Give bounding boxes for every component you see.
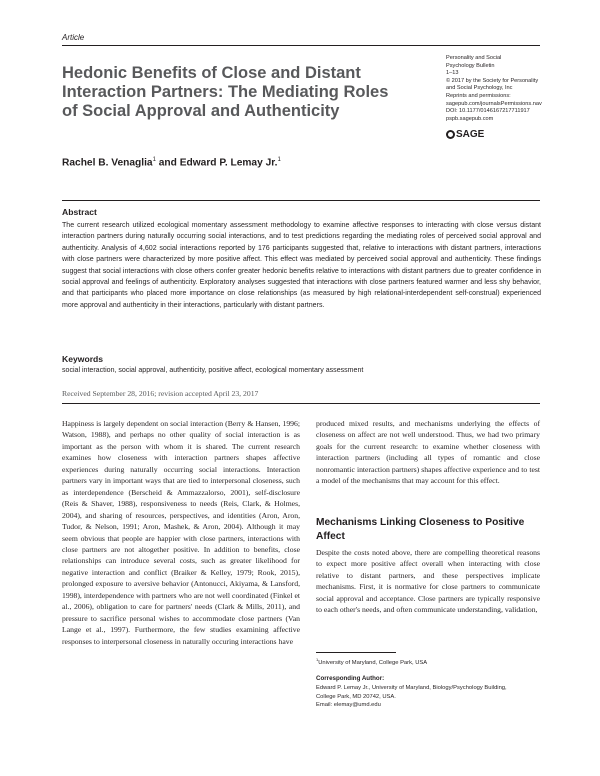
author-name: Edward P. Lemay Jr. <box>179 157 278 169</box>
affiliation-footnote <box>316 657 427 666</box>
author-name: Rachel B. Venaglia <box>62 157 153 169</box>
author-connector: and <box>155 157 180 169</box>
header-rule <box>62 45 540 46</box>
corresponding-author-line: College Park, MD 20742, USA. <box>316 693 396 700</box>
journal-info-line: sagepub.com/journalsPermissions.nav <box>446 100 542 107</box>
corresponding-author-details <box>316 684 507 710</box>
affiliation-text: University of Maryland, College Park, USA <box>318 659 428 666</box>
journal-info-line: 1–13 <box>446 70 459 77</box>
sage-logo-text: SAGE <box>456 129 485 140</box>
keywords-text: social interaction, social approval, authenticity, positive affect, ecological momentary assessment <box>62 367 364 374</box>
journal-info-line: DOI: 10.1177/0146167217711917 <box>446 108 530 115</box>
abstract-rule <box>62 200 540 201</box>
journal-info-line: pspb.sagepub.com <box>446 115 494 122</box>
body-right-column-bottom: Despite the costs noted above, there are compelling theoretical reasons to expect more positive affect overall when interacting with close relative to distant partners, and these perspectives implicate mechanisms. First, it is normative for close partners to communicate social approval and acceptance. Close partners are typically responsive to each other's needs, and often communicate understanding, validation, <box>316 548 540 615</box>
body-left-column: Happiness is largely dependent on social interaction (Berry & Hansen, 1996; Watson, 1988), and perhaps no other quality of social interaction is as important as the person with whom it is shared. The current research examines how closeness with interaction partners shapes affective experiences during naturally occurring social interactions. Interaction partners vary in important ways that are tied to interpersonal closeness, such as interdependence (Berscheid & Ammazzalorso, 2001), self-disclosure (Reis & Shaver, 1988), responsiveness to needs (Reis, Clark, & Holmes, 2004), and sharing of resources, perspectives, and identities (Aron, Aron, Tudor, & Nelson, 1991; Aron, Mashek, & Aron, 2004). Although it may seem obvious that people are happier with close partners, interactions with close partners are not altogether positive. In addition to benefits, close relationships can introduce several costs, such as greater likelihood for negative interaction and conflict (Braiker & Kelley, 1979; Rook, 2015), prolonged exposure to aversive behavior (Antonucci, Akiyama, & Lansford, 1998), interdependence with partners who are not well coordinated (Finkel et al., 2006), obligation to care for partners' needs (Clark & Mills, 2011), and pressure to sacrifice personal wishes to accommodate close partners (Van Lange et al., 1997). Furthermore, the few studies examining affective responses to interpersonal closeness in naturally occuring interactions have <box>62 419 300 646</box>
author-affiliation-mark: 1 <box>277 157 281 163</box>
keywords-heading: Keywords <box>62 354 104 364</box>
journal-info-line: Psychology Bulletin <box>446 62 495 69</box>
paper-title: Hedonic Benefits of Close and Distant Interaction Partners: The Mediating Roles of Social Approval and Authenticity <box>62 64 389 120</box>
footnote-rule <box>316 652 396 653</box>
received-date: Received September 28, 2016; revision accepted April 23, 2017 <box>62 389 259 398</box>
corresponding-author-line: Edward P. Lemay Jr., University of Maryland, Biology/Psychology Building, <box>316 685 507 691</box>
journal-info-line: Reprints and permissions: <box>446 92 511 99</box>
sage-logo <box>446 129 484 140</box>
article-type-label: Article <box>62 33 85 42</box>
journal-info-line: Personality and Social <box>446 55 502 61</box>
journal-info-line: and Social Psychology, Inc <box>446 85 513 92</box>
corresponding-author-email: Email: elemay@umd.edu <box>316 702 381 709</box>
journal-info-line: © 2017 by the Society for Personality <box>446 77 539 84</box>
body-right-column-top: produced mixed results, and mechanisms underlying the effects of closeness on affect are not well understood. Thus, we had two primary goals for the current research: to examine whether closeness with interaction partners (including all types of romantic and close nonromantic interaction partners) shapes affective experience and to test a model of the mechanisms that may account for this effect. <box>316 419 540 486</box>
journal-info <box>446 55 556 123</box>
author-list <box>62 157 281 168</box>
abstract-text: The current research utilized ecological momentary assessment methodology to examine affective responses to interacting with close versus distant interaction partners during naturally occurring social interactions, and to test predictions regarding the mediating roles of perceived social approval and authenticity. Analysis of 4,602 social interactions reported by 176 participants suggested that, relative to interactions with distant partners, interactions with close partners were characterized by more positive affect. This effect was mediated by perceived social approval and authenticity. These findings suggest that social interactions with close others confer greater hedonic benefits relative to interactions with distant partners due to greater confidence in social approval and feelings of authenticity. Exploratory analyses suggested that interactions with close partners featured warmer and less shy behavior, and that participants who placed more importance on close relationships (as measured by high relational-interdependent self-construal) experienced more approval and authenticity in their interactions, particularly with distant partners. <box>62 222 541 309</box>
affiliation-mark: 1 <box>316 657 319 662</box>
abstract-heading: Abstract <box>62 207 97 217</box>
section-heading: Mechanisms Linking Closeness to Positive Affect <box>316 517 525 542</box>
corresponding-author-heading: Corresponding Author: <box>316 675 385 682</box>
sage-logo-icon <box>446 130 455 139</box>
author-affiliation-mark: 1 <box>152 157 156 163</box>
body-rule <box>62 403 540 404</box>
